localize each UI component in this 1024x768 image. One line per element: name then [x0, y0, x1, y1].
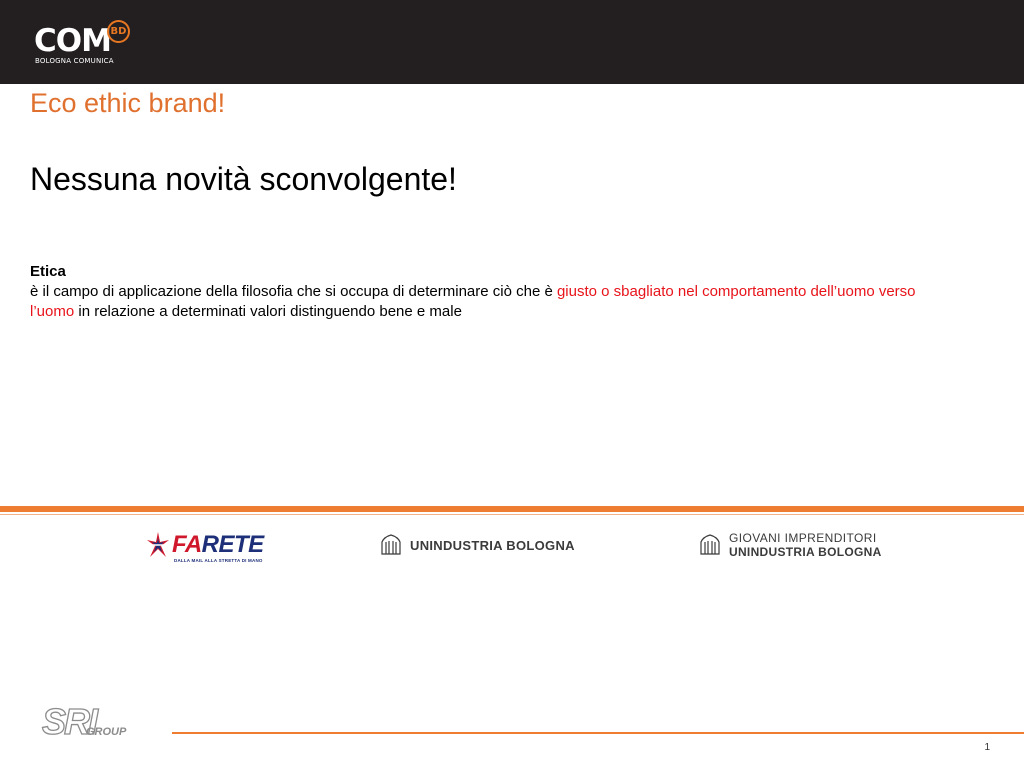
- farete-rete: RETE: [201, 531, 264, 558]
- sri-letters: SRI: [42, 701, 97, 742]
- definition-part-1: è il campo di applicazione della filosofia che si occupa di determinare ciò che è: [30, 283, 557, 300]
- sri-group-text: GROUP: [86, 726, 127, 738]
- logo-badge: BD: [107, 20, 130, 43]
- logo-text: COM: [34, 23, 111, 59]
- giovani-line-1: GIOVANI IMPRENDITORI: [729, 531, 877, 545]
- unindustria-logo: [378, 522, 575, 568]
- definition-text: [30, 282, 930, 322]
- logo-subtext: BOLOGNA COMUNICA: [35, 57, 114, 65]
- orange-divider-thin: [0, 514, 1024, 515]
- slide-subtitle: Nessuna novità sconvolgente!: [30, 161, 457, 197]
- farete-tagline: DALLA MAIL ALLA STRETTA DI MANO: [174, 558, 263, 563]
- header-bar: [0, 0, 1024, 84]
- definition-highlight: giusto o sbagliato nel comportamento dell’uomo verso l’uomo: [30, 283, 916, 320]
- giovani-line-2: UNINDUSTRIA BOLOGNA: [729, 545, 882, 559]
- farete-wordmark: [172, 531, 264, 559]
- farete-star-icon: [146, 530, 170, 560]
- sri-group-logo: [42, 702, 142, 744]
- page-number: 1: [984, 742, 990, 753]
- definition-part-2: in relazione a determinati valori distinguendo bene e male: [74, 303, 462, 320]
- farete-fa: FA: [172, 531, 202, 558]
- com-bd-logo: [34, 20, 144, 70]
- footer-divider: [172, 732, 1024, 734]
- giovani-emblem-icon: [697, 532, 723, 558]
- farete-logo: [146, 522, 264, 568]
- unindustria-emblem-icon: [378, 532, 404, 558]
- giovani-imprenditori-logo: [697, 522, 882, 568]
- giovani-text: [729, 531, 882, 559]
- unindustria-name: UNINDUSTRIA BOLOGNA: [410, 537, 575, 553]
- slide-title: Eco ethic brand!: [30, 88, 226, 118]
- definition-heading: Etica: [30, 263, 66, 280]
- orange-divider: [0, 506, 1024, 512]
